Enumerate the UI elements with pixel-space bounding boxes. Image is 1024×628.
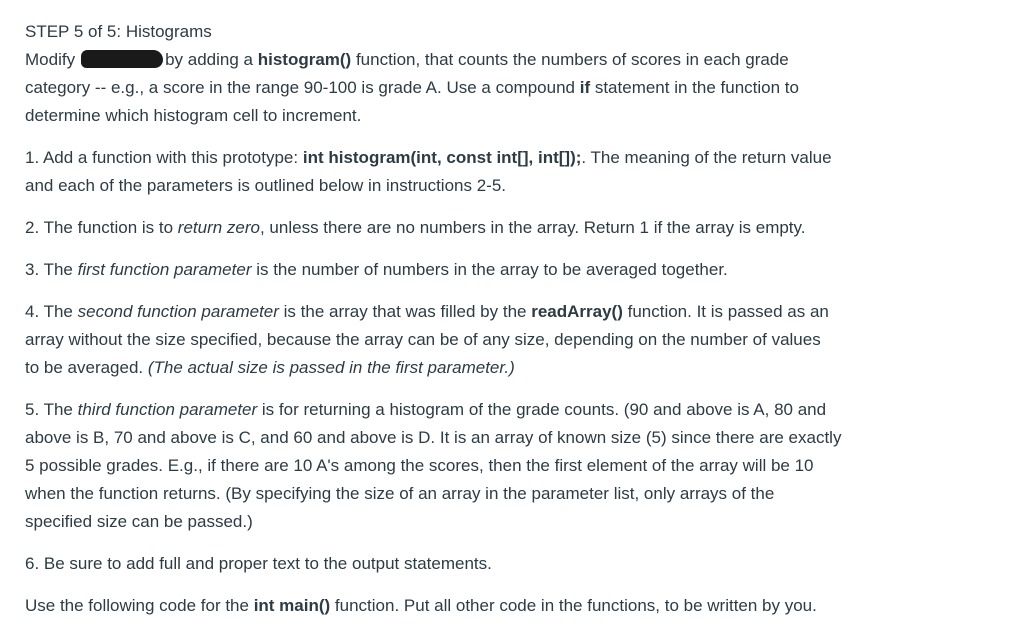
step-title: Histograms: [125, 22, 212, 41]
instruction-5: [25, 396, 905, 536]
instruction-6-text: 6. Be sure to add full and proper text to the output statements.: [25, 554, 492, 573]
intro-text-3: category -- e.g., a score in the range 90-100 is grade A. Use a compound: [25, 78, 580, 97]
instruction-1-text-c: and each of the parameters is outlined below in instructions 2-5.: [25, 176, 506, 195]
instruction-2-text-a: 2. The function is to: [25, 218, 178, 237]
function-prototype: int histogram(int, const int[], int[]);: [302, 148, 582, 167]
int-main-keyword: int main(): [253, 596, 331, 615]
second-parameter-emphasis: second function parameter: [77, 302, 279, 321]
main-note-text-a: Use the following code for the: [25, 596, 254, 615]
step-heading: [25, 18, 905, 46]
main-note-text-b: function. Put all other code in the functions, to be written by you.: [330, 596, 817, 615]
redacted-filename: [81, 50, 163, 68]
histogram-function-name: histogram(): [257, 50, 352, 69]
main-function-note: [25, 592, 905, 620]
instruction-4-text-d: array without the size specified, because the array can be of any size, depending on the number of values: [25, 330, 821, 349]
instruction-5-text-c: above is B, 70 and above is C, and 60 and above is D. It is an array of known size (5) since there are exactly: [25, 428, 842, 447]
instruction-4: [25, 298, 905, 382]
instruction-4-text-c: function. It is passed as an: [622, 302, 829, 321]
step-intro-paragraph: [25, 18, 905, 130]
instruction-1-text-b: . The meaning of the return value: [581, 148, 832, 167]
intro-text-2: function, that counts the numbers of scores in each grade: [351, 50, 789, 69]
instruction-2-text-b: , unless there are no numbers in the array. Return 1 if the array is empty.: [259, 218, 806, 237]
intro-modify-text: Modify: [25, 50, 76, 69]
instruction-5-text-e: when the function returns. (By specifying the size of an array in the parameter list, only arrays of the: [25, 484, 775, 503]
instruction-1: [25, 144, 905, 200]
instruction-4-text-b: is the array that was filled by the: [278, 302, 532, 321]
step-label: STEP 5 of 5:: [25, 22, 122, 41]
instruction-4-text-e: to be averaged.: [25, 358, 148, 377]
instruction-5-text-f: specified size can be passed.): [25, 512, 253, 531]
instruction-1-text-a: 1. Add a function with this prototype:: [25, 148, 303, 167]
instructions-document: [25, 18, 905, 620]
if-keyword: if: [579, 78, 591, 97]
actual-size-note: (The actual size is passed in the first parameter.): [147, 358, 515, 377]
instruction-5-text-a: 5. The: [25, 400, 78, 419]
instruction-3-text-a: 3. The: [25, 260, 78, 279]
instruction-5-text-d: 5 possible grades. E.g., if there are 10 A's among the scores, then the first element of the array will be 10: [25, 456, 814, 475]
instruction-4-text-a: 4. The: [25, 302, 78, 321]
instruction-5-text-b: is for returning a histogram of the grade counts. (90 and above is A, 80 and: [257, 400, 827, 419]
readarray-function-name: readArray(): [531, 302, 623, 321]
third-parameter-emphasis: third function parameter: [77, 400, 258, 419]
first-parameter-emphasis: first function parameter: [77, 260, 252, 279]
instruction-2: [25, 214, 905, 242]
intro-text-4: statement in the function to: [590, 78, 799, 97]
instruction-3: [25, 256, 905, 284]
instruction-6: [25, 550, 905, 578]
intro-text-5: determine which histogram cell to increment.: [25, 106, 362, 125]
instruction-3-text-b: is the number of numbers in the array to be averaged together.: [251, 260, 728, 279]
return-zero-emphasis: return zero: [177, 218, 260, 237]
intro-text-1: by adding a: [165, 50, 258, 69]
